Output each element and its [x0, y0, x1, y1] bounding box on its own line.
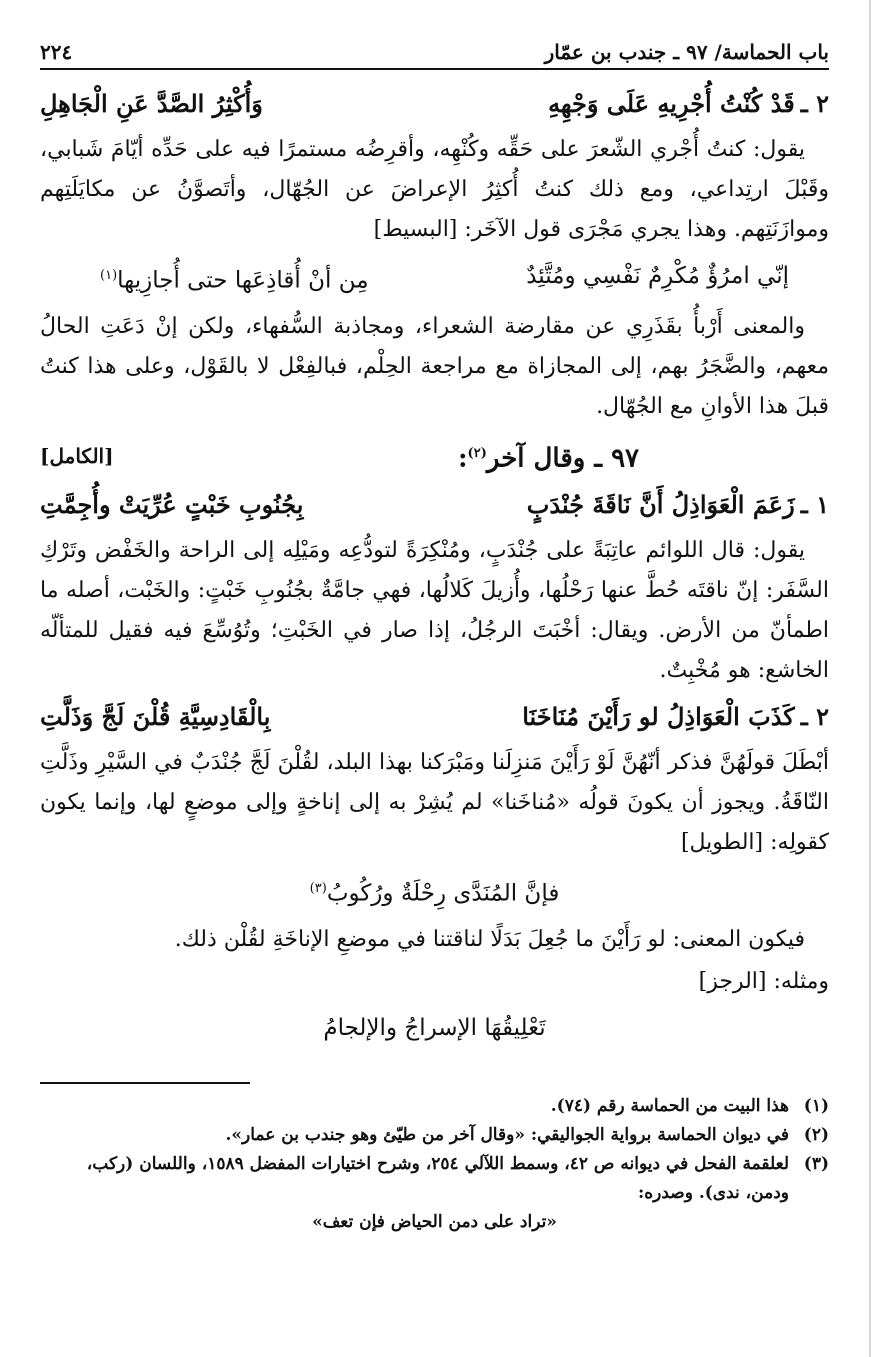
footnote-ref: (٢) [467, 445, 487, 461]
meter-label: [الكامل] [40, 443, 114, 468]
running-title: باب الحماسة/ ٩٧ ـ جندب بن عمّار [544, 40, 829, 64]
verse-number: ١ ـ [800, 490, 829, 520]
verse-number: ٢ ـ [800, 89, 829, 118]
footnote-number: (١) [803, 1096, 829, 1116]
footnotes [40, 1082, 829, 1237]
page-number: ٢٢٤ [40, 40, 73, 64]
footnote-rule-wrap [40, 1082, 829, 1092]
verse-hemistich-first: كَذَبَ الْعَوَاذِلُ لو رَأَيْنَ مُنَاخَنَا [522, 702, 795, 732]
verse-hemistich-second: بِالْقَادِسِيَّةِ قُلْنَ لَجَّ وَذَلَّتِ [40, 702, 271, 732]
commentary-paragraph: ومثله: [الرجز] [698, 968, 829, 994]
verse-hemistich-first: زَعَمَ الْعَوَاذِلُ أَنَّ نَاقَةَ جُنْدَبٍ [526, 490, 795, 520]
cited-half-verse-text: فإنَّ المُنَدَّى رِحْلَةٌ ورُكُوبُ [326, 880, 560, 907]
commentary-paragraph: والمعنى أَرْبأُ بقَذَرِي عن مقارضة الشعراء، ومجاذبة السُّفهاء، ولكن إنْ دَعَتِ الحالُ معهم، والضَّجَرُ بهم، إلى المجازاة مع مراجعة الحِلْم، فبالفِعْل لا بالقَوْل، وعلى هذا كنتُ قبلَ هذا الأوانِ مع الجُهّال. [40, 313, 829, 419]
cited-half-verse [40, 865, 829, 918]
page-spine-shadow [869, 0, 871, 1357]
verse-line [40, 693, 829, 741]
running-header [40, 30, 829, 70]
cited-rajaz-line: تَعْلِيقُهَا الإسراجُ والإلجامُ [323, 1014, 546, 1041]
section-heading [40, 431, 829, 482]
footnote-ref: (٣) [309, 881, 327, 897]
section-title: ٩٧ ـ وقال آخر [486, 443, 639, 474]
footnote-text: لعلقمة الفحل في ديوانه ص ٤٢، وسمط اللآلي ٢٥٤، وشرح اختيارات المفضل ١٥٨٩، واللسان (ركب، ودمن، ندى). وصدره: [86, 1154, 789, 1203]
cited-verse [40, 252, 829, 305]
verse-hemistich-second: وَأُكْثِرُ الصَّدَّ عَنِ الْجَاهِلِ [40, 89, 263, 118]
footnote [40, 1092, 829, 1121]
commentary-paragraph: يقول: قال اللوائم عاتِبَةً على جُنْدَبٍ، ومُنْكِرَةً لتودُّعِه ومَيْلِه إلى الراحة والخَفْض وتَرْكِ السَّفَر: إنّ ناقتَه حُطَّ عنها رَحْلُها، وأُزيلَ كَلالُها، فهي جامَّةٌ بجُنُوبِ خَبْتٍ: والخَبْت، أصله ما اطمأنّ من الأرض. ويقال: أخْبَتَ الرجُلُ، إذا صار في الخَبْتِ؛ وتُوُسِّعَ فيه فقيل للمتألّه الخاشع: هو مُخْبِتٌ. [40, 538, 829, 684]
footnote-number: (٣) [803, 1154, 829, 1174]
commentary-paragraph: فيكون المعنى: لو رَأَيْنَ ما جُعِلَ بَدَلًا لناقتنا في موضعِ الإناخَةِ لقُلْن ذلك. [174, 926, 805, 952]
verse-line [40, 481, 829, 529]
section-colon: : [457, 443, 468, 474]
footnote-text: في ديوان الحماسة برواية الجواليقي: «وقال آخر من طيّئ وهو جندب بن عمار». [225, 1125, 789, 1145]
main-text [40, 80, 829, 1052]
verse-hemistich-first: قَدْ كُنْتُ أُجْرِيهِ عَلَى وَجْهِهِ [548, 89, 795, 118]
footnote-quote: «تراد على دمن الحياض فإن تعف» [312, 1212, 557, 1232]
footnote-number: (٢) [803, 1125, 829, 1145]
commentary-paragraph: يقول: كنتُ أُجْري الشّعرَ على حَقِّه وكُنْهِه، وأقرِضُه مستمرًا فيه على حَدِّه أيّامَ شَبابي، وقَبْلَ ارتِداعي، ومع ذلك كنتُ أُكثِرُ الإعراضَ عن الجُهّال، وأتَصوَّنُ عن مكايَلَتِهم وموازَنَتِهم. وهذا يجري مَجْرَى قول الآخَر: [البسيط] [40, 137, 829, 242]
verse-line [40, 80, 829, 128]
cited-hemistich-second: مِن أنْ أُقاذِعَها حتى أُجازِيها [117, 267, 369, 294]
verse-number: ٢ ـ [800, 702, 829, 732]
footnote [40, 1150, 829, 1208]
section-title-wrap [458, 431, 829, 482]
cited-hemistich-first: إنّي امرُؤٌ مُكْرِمٌ نَفْسِي ومُتَّئِدٌ [526, 263, 789, 289]
verse-hemistich-second: بِجُنُوبِ خَبْتٍ عُرِّيَتْ وأُجِمَّتِ [40, 490, 304, 520]
footnote-text: هذا البيت من الحماسة رقم (٧٤). [550, 1096, 789, 1116]
footnote [40, 1121, 829, 1150]
cited-hemistich-second-wrap [100, 252, 369, 305]
footnote-rule [40, 1082, 250, 1084]
footnote-ref: (١) [100, 268, 118, 283]
commentary-paragraph: أبْطَلَ قولَهُنَّ فذكر أنّهُنَّ لَوْ رَأَيْنَ مَنزِلَنا ومَبْرَكنا بهذا البلد، لقُلْنَ لَجَّ جُنْدَبٌ في السَّيْرِ وذَلَّتِ النّاقَةُ. ويجوز أن يكونَ قولُه «مُناخَنا» لم يُشِرْ به إلى إناخةٍ وإلى موضعٍ لها، وإنما يكون كقولِه: [الطويل] [40, 750, 829, 856]
